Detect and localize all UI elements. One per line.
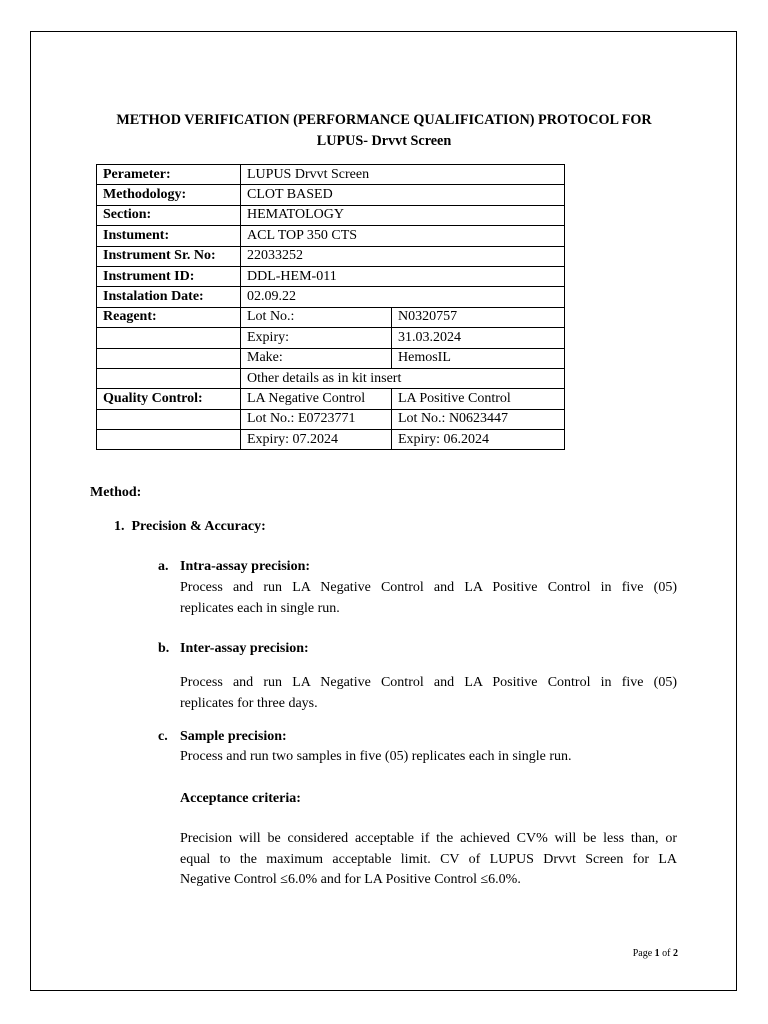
serial-value: 22033252: [241, 246, 565, 266]
table-row: [97, 430, 565, 450]
inter-assay-line-1: Process and run LA Negative Control and LA Positive Control in five (05): [180, 675, 677, 690]
qc-negative-expiry: Expiry: 07.2024: [241, 430, 392, 450]
table-row: [97, 226, 565, 246]
table-row: [97, 389, 565, 409]
reagent-label: Reagent:: [97, 307, 241, 327]
table-row: [97, 287, 565, 307]
intra-assay-heading: Intra-assay precision:: [180, 559, 311, 574]
title-line-2: LUPUS- Drvvt Screen: [316, 133, 452, 149]
intra-assay-line-2: replicates each in single run.: [180, 600, 340, 616]
qc-positive-lot: Lot No.: N0623447: [392, 409, 565, 429]
installation-value: 02.09.22: [241, 287, 565, 307]
table-row: [97, 165, 565, 185]
qc-label: Quality Control:: [97, 389, 241, 409]
table-row: [97, 307, 565, 327]
empty-cell: [97, 368, 241, 388]
empty-cell: [97, 409, 241, 429]
document-title: [60, 110, 708, 152]
methodology-value: CLOT BASED: [241, 185, 565, 205]
instrument-id-value: DDL-HEM-011: [241, 266, 565, 286]
acceptance-line-3: Negative Control ≤6.0% and for LA Positive Control ≤6.0%.: [180, 872, 521, 887]
page-current: 1: [654, 948, 660, 959]
empty-cell: [97, 348, 241, 368]
section-value: HEMATOLOGY: [241, 205, 565, 225]
table-row: [97, 328, 565, 348]
empty-cell: [97, 328, 241, 348]
precision-accuracy-heading: 1. Precision & Accuracy:: [114, 519, 266, 534]
installation-label: Instalation Date:: [97, 287, 241, 307]
table-row: [97, 348, 565, 368]
serial-label: Instrument Sr. No:: [97, 246, 241, 266]
acceptance-line-1: Precision will be considered acceptable if the achieved CV% will be less than, or: [180, 831, 677, 846]
table-row: [97, 205, 565, 225]
intra-assay-line-1: Process and run LA Negative Control and LA Positive Control in five (05): [180, 580, 677, 595]
item-b-marker: b.: [158, 641, 170, 656]
inter-assay-line-2: replicates for three days.: [180, 695, 318, 711]
instrument-value: ACL TOP 350 CTS: [241, 226, 565, 246]
acceptance-line-2: equal to the maximum acceptable limit. CV of LUPUS Drvvt Screen for LA: [180, 851, 677, 867]
reagent-lot-label: Lot No.:: [241, 307, 392, 327]
parameter-value: LUPUS Drvvt Screen: [241, 165, 565, 185]
instrument-id-label: Instrument ID:: [97, 266, 241, 286]
page-total: 2: [673, 948, 678, 959]
empty-cell: [97, 430, 241, 450]
method-heading: Method:: [90, 485, 142, 500]
qc-positive-expiry: Expiry: 06.2024: [392, 430, 565, 450]
qc-positive-control: LA Positive Control: [392, 389, 565, 409]
of-word: of: [662, 948, 671, 959]
item-a-marker: a.: [158, 559, 169, 574]
reagent-make-label: Make:: [241, 348, 392, 368]
reagent-lot-value: N0320757: [392, 307, 565, 327]
inter-assay-heading: Inter-assay precision:: [180, 641, 309, 656]
instrument-label: Instument:: [97, 226, 241, 246]
acceptance-criteria-text: [180, 829, 677, 891]
page-number: [633, 948, 678, 959]
intra-assay-text: [180, 578, 677, 619]
sample-precision-text: Process and run two samples in five (05) replicates each in single run.: [180, 749, 572, 764]
qc-negative-lot: Lot No.: E0723771: [241, 409, 392, 429]
sample-precision-heading: Sample precision:: [180, 729, 287, 744]
section-label: Section:: [97, 205, 241, 225]
reagent-make-value: HemosIL: [392, 348, 565, 368]
acceptance-criteria-heading: Acceptance criteria:: [180, 791, 301, 806]
methodology-label: Methodology:: [97, 185, 241, 205]
parameter-label: Perameter:: [97, 165, 241, 185]
title-line-1: METHOD VERIFICATION (PERFORMANCE QUALIFICATION) PROTOCOL FOR: [116, 112, 652, 128]
reagent-expiry-value: 31.03.2024: [392, 328, 565, 348]
qc-negative-control: LA Negative Control: [241, 389, 392, 409]
info-table: [96, 164, 565, 450]
table-row: [97, 368, 565, 388]
page-word: Page: [632, 948, 653, 959]
table-row: [97, 266, 565, 286]
inter-assay-text: [180, 673, 677, 714]
reagent-other-details: Other details as in kit insert: [241, 368, 565, 388]
table-row: [97, 246, 565, 266]
reagent-expiry-label: Expiry:: [241, 328, 392, 348]
item-c-marker: c.: [158, 729, 168, 744]
table-row: [97, 185, 565, 205]
table-row: [97, 409, 565, 429]
